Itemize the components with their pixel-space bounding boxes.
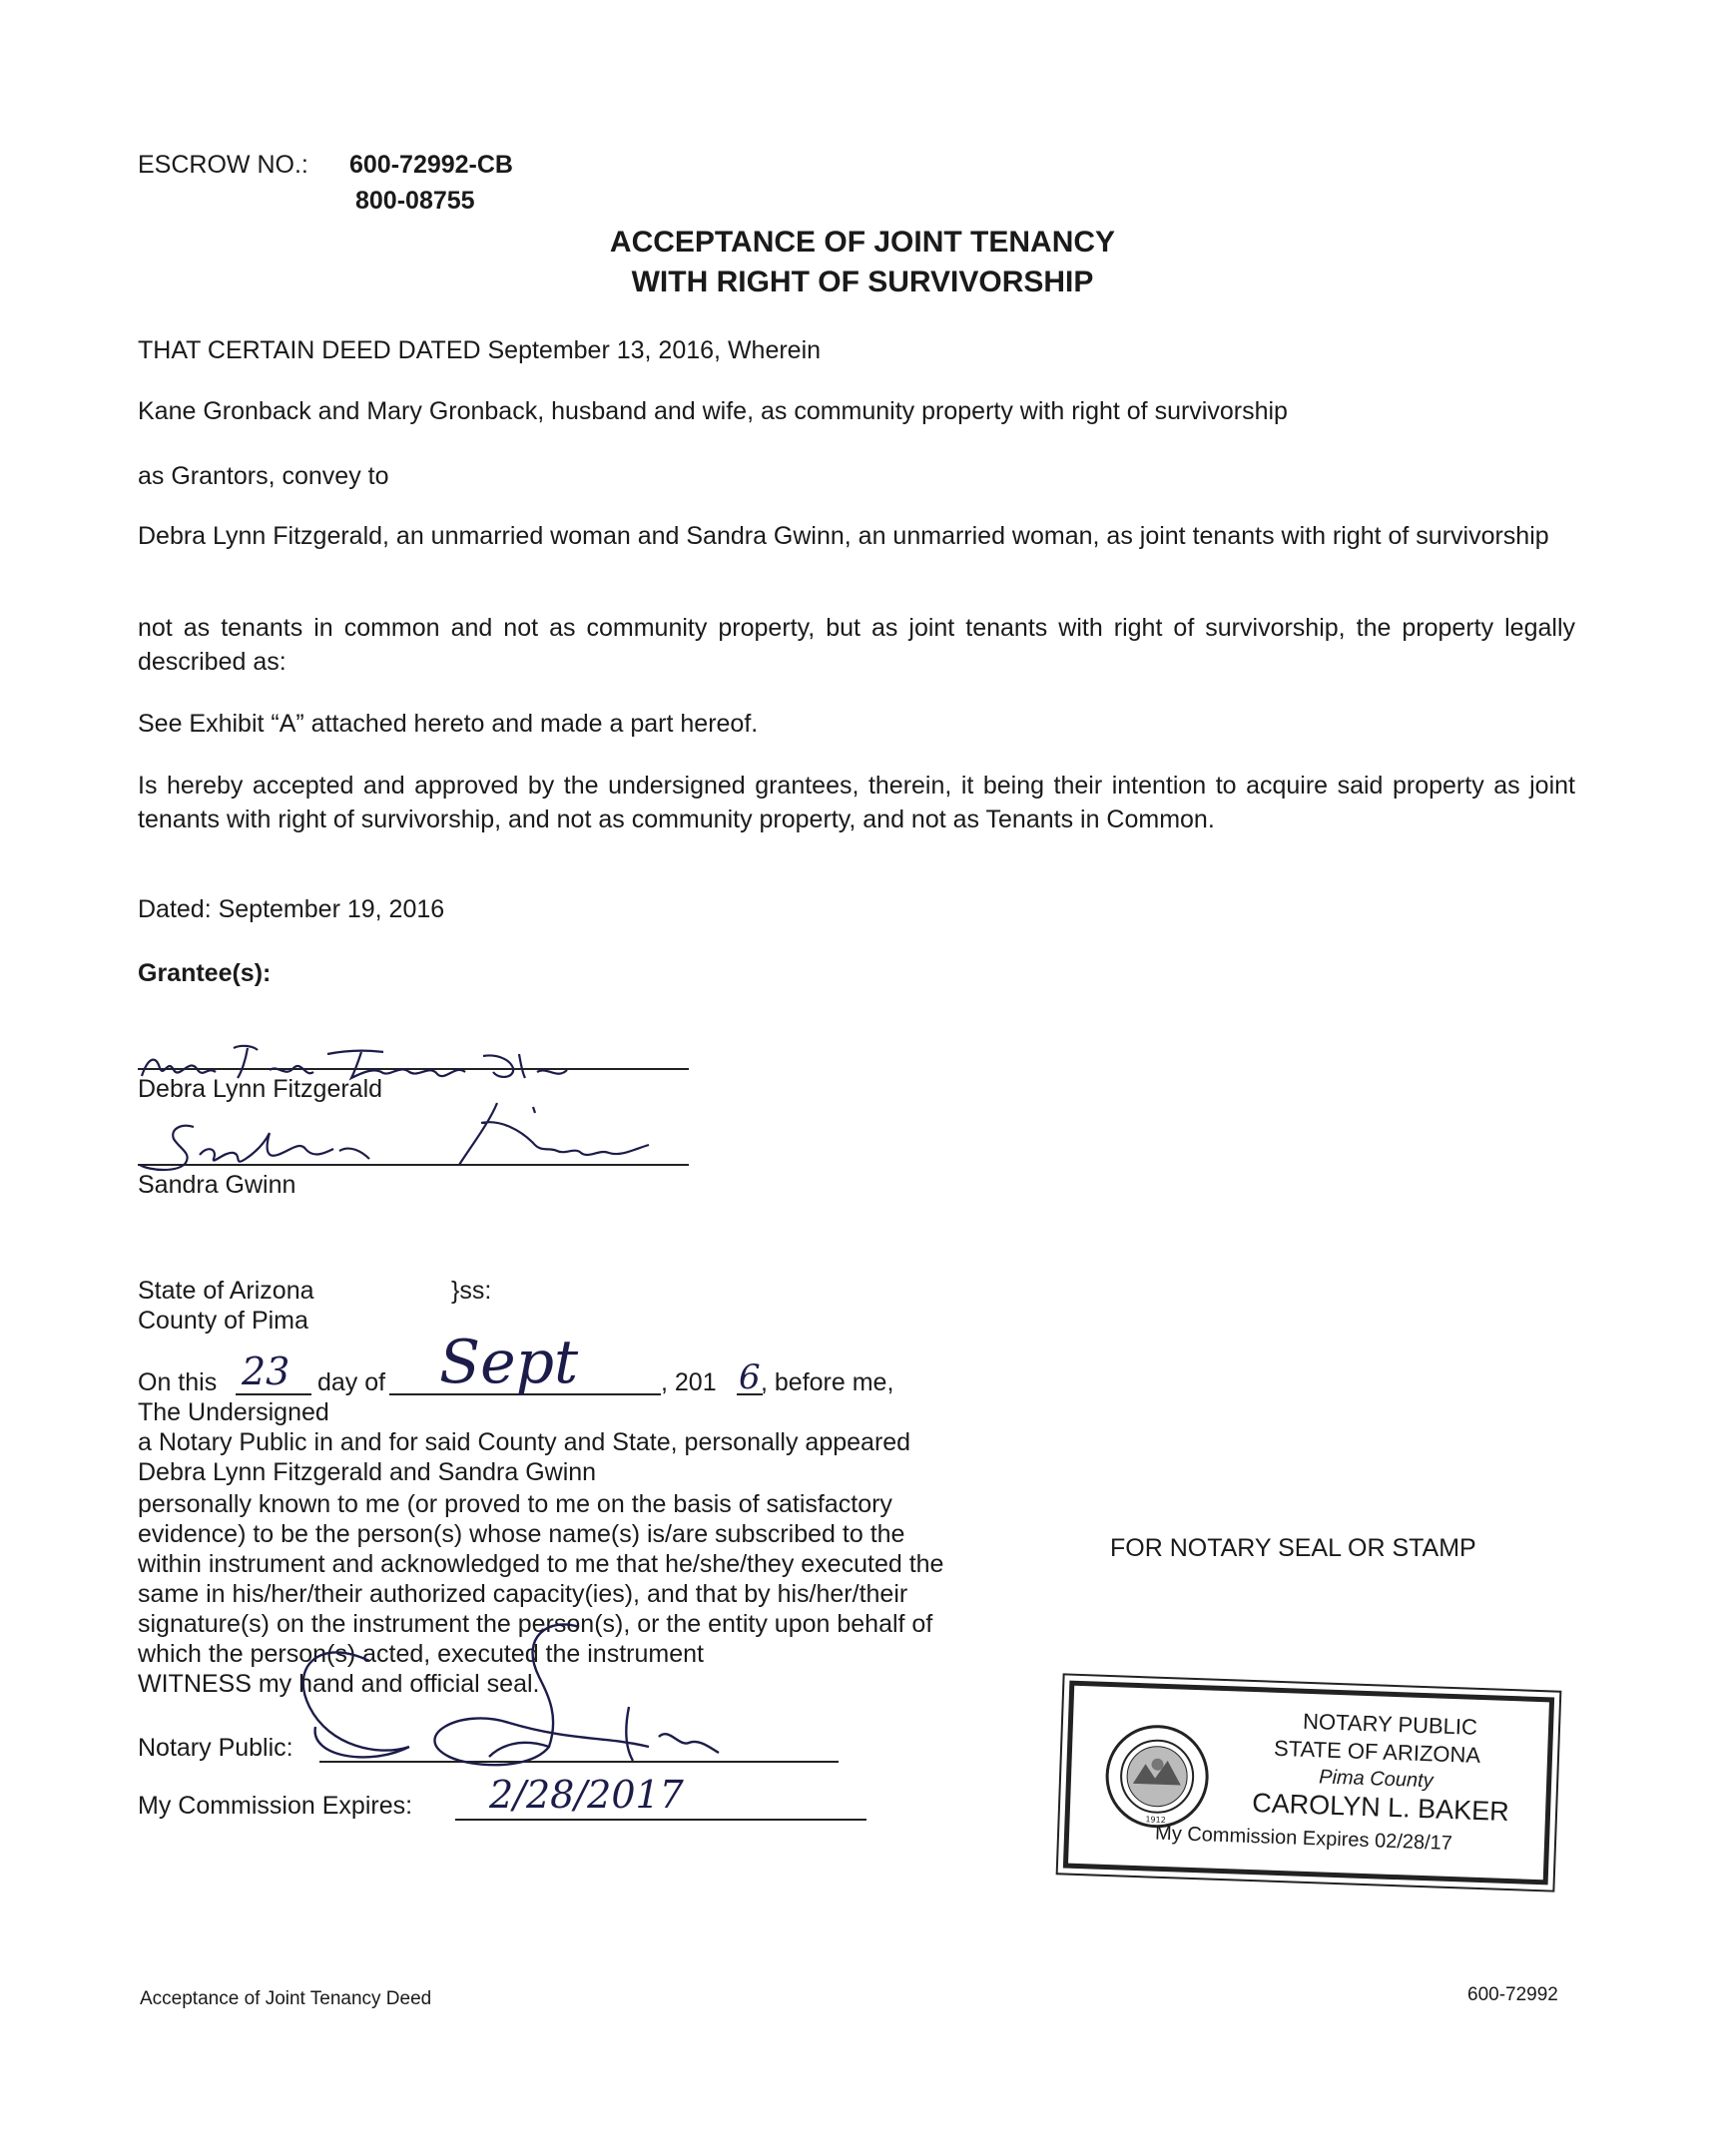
notary-signature-image bbox=[250, 1597, 769, 1797]
notary-public-label: Notary Public: bbox=[138, 1734, 293, 1762]
undersigned-line: The Undersigned bbox=[138, 1398, 329, 1426]
acknowledgment-line: signature(s) on the instrument the person(s), or the entity upon behalf of bbox=[138, 1610, 933, 1638]
appeared-names: Debra Lynn Fitzgerald and Sandra Gwinn bbox=[138, 1458, 597, 1486]
acknowledgment-line: which the person(s) acted, executed the instrument bbox=[138, 1640, 704, 1668]
grantees-heading: Grantee(s): bbox=[138, 959, 272, 987]
stamp-state: STATE OF ARIZONA bbox=[1273, 1735, 1481, 1768]
commission-handwritten: 2/28/2017 bbox=[489, 1773, 684, 1817]
month-handwritten: Sept bbox=[439, 1328, 579, 1397]
acknowledgment-line: personally known to me (or proved to me on the basis of satisfactory bbox=[138, 1490, 892, 1518]
dated-line: Dated: September 19, 2016 bbox=[138, 895, 445, 923]
commission-blank-line bbox=[455, 1819, 866, 1821]
notary-appeared-line: a Notary Public in and for said County and State, personally appeared bbox=[138, 1428, 911, 1456]
stamp-commission: My Commission Expires 02/28/17 bbox=[1154, 1822, 1453, 1856]
venue-state: State of Arizona bbox=[138, 1277, 314, 1305]
escrow-number-primary: 600-72992-CB bbox=[349, 151, 513, 179]
commission-label: My Commission Expires: bbox=[138, 1792, 413, 1820]
footer-document-title: Acceptance of Joint Tenancy Deed bbox=[140, 1988, 432, 2009]
year-handwritten: 6 bbox=[739, 1357, 761, 1397]
signer2-printed-name: Sandra Gwinn bbox=[138, 1171, 296, 1199]
state-seal-image bbox=[1103, 1723, 1211, 1831]
venue-county: County of Pima bbox=[138, 1307, 308, 1335]
stamp-county: Pima County bbox=[1318, 1766, 1435, 1793]
stamp-title: NOTARY PUBLIC bbox=[1302, 1708, 1478, 1740]
witness-line: WITNESS my hand and official seal. bbox=[138, 1670, 540, 1698]
document-title-line2: WITH RIGHT OF SURVIVORSHIP bbox=[631, 266, 1094, 298]
exhibit-line: See Exhibit “A” attached hereto and made a part hereof. bbox=[138, 710, 759, 738]
venue-ss: }ss: bbox=[451, 1277, 492, 1305]
acceptance-paragraph: Is hereby accepted and approved by the undersigned grantees, therein, it being their intention to acquire said property as joint tenants with right of survivorship, and not as community property, and not as Tenants in Common. bbox=[138, 772, 1575, 833]
escrow-number-secondary: 800-08755 bbox=[355, 187, 475, 215]
year-prefix: , 201 bbox=[661, 1368, 717, 1396]
before-me-label: , before me, bbox=[761, 1368, 894, 1396]
acknowledgment-line: evidence) to be the person(s) whose name(s) is/are subscribed to the bbox=[138, 1520, 905, 1548]
notary-stamp bbox=[1063, 1681, 1554, 1886]
deed-date-line: THAT CERTAIN DEED DATED September 13, 2016, Wherein bbox=[138, 336, 822, 364]
tenancy-paragraph: not as tenants in common and not as community property, but as joint tenants with right of survivorship, the property legally described as: bbox=[138, 614, 1575, 676]
footer-file-number: 600-72992 bbox=[1467, 1984, 1558, 2005]
day-handwritten: 23 bbox=[242, 1349, 290, 1393]
grantors-line: Kane Gronback and Mary Gronback, husband and wife, as community property with right of survivorship bbox=[138, 397, 1288, 425]
acknowledgment-line: within instrument and acknowledged to me that he/she/they executed the bbox=[138, 1550, 944, 1578]
acknowledgment-line: same in his/her/their authorized capacity(ies), and that by his/her/their bbox=[138, 1580, 908, 1608]
stamp-notary-name: CAROLYN L. BAKER bbox=[1251, 1788, 1510, 1828]
document-title-line1: ACCEPTANCE OF JOINT TENANCY bbox=[609, 226, 1116, 259]
signer1-printed-name: Debra Lynn Fitzgerald bbox=[138, 1075, 383, 1103]
svg-text:1912: 1912 bbox=[1145, 1815, 1166, 1826]
notary-seal-placeholder: FOR NOTARY SEAL OR STAMP bbox=[1110, 1534, 1476, 1562]
escrow-label: ESCROW NO.: bbox=[138, 151, 308, 179]
as-grantors-line: as Grantors, convey to bbox=[138, 462, 389, 490]
on-this-label: On this bbox=[138, 1368, 218, 1396]
grantees-paragraph: Debra Lynn Fitzgerald, an unmarried woman and Sandra Gwinn, an unmarried woman, as joint tenants with right of survivorship bbox=[138, 522, 1549, 550]
day-of-label: day of bbox=[317, 1368, 386, 1396]
